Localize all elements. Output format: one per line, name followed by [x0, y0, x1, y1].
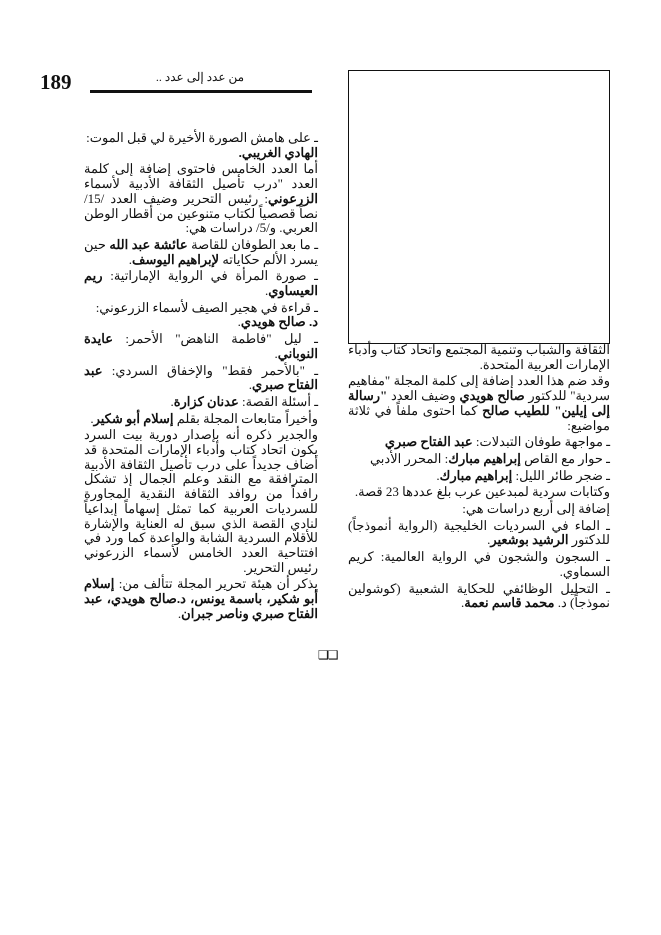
paragraph: وقد ضم هذا العدد إضافة إلى كلمة المجلة "مفاهيم سردية" للدكتور صالح هويدي وضيف العدد "رسالة إلى إيلين" للطيب صالح كما احتوى ملفاً في ثلاثة مواضيع:	[348, 373, 610, 433]
paragraph: وكتابات سردية لمبدعين عرب بلغ عددها 23 قصة.	[354, 484, 610, 500]
paragraph: يذكر أن هيئة تحرير المجلة تتألف من: إسلام أبو شكير، باسمة يونس، د.صالح هويدي، عبد الفتاح صبري وناصر جبران.	[84, 576, 318, 621]
paragraph: أما العدد الخامس فاحتوى إضافة إلى كلمة العدد "درب تأصيل الثقافة الأدبية لأسماء الزرعوني: رئيس التحرير وضيف العدد /15/ نصاً قصصياً لكتاب متنوعين من أقطار الوطن العربي. و/5/ دراسات هي:	[84, 161, 318, 236]
list-item: ـ الماء في السرديات الخليجية (الرواية أنموذجاً) للدكتور الرشيد بوشعير.	[348, 517, 610, 548]
list-item: ـ مواجهة طوفان التبدلات: عبد الفتاح صبري	[384, 434, 610, 450]
image-placeholder-frame	[348, 70, 610, 344]
header-rule	[90, 90, 312, 93]
list-item: ـ حوار مع القاص إبراهيم مبارك: المحرر الأدبي	[369, 450, 610, 466]
paragraph: الثقافة والشباب وتنمية المجتمع واتحاد كتاب وأدباء الإمارات العربية المتحدة.	[348, 342, 610, 372]
paragraph: والجدير ذكره أنه بإصدار دورية بيت السرد يكون اتحاد كتاب وأدباء الإمارات المتحدة قد أضاف جديداً على درب تأصيل الثقافة الأدبية المترافقة مع النقد وعلم الجمال إذ تشكل رافداً من روافد الثقافة النقدية المجاورة للسرديات العربية كما تمثل إسهاماً إبداعياً لنادي القصة الذي سبق له العناية والإشارة للأقلام السردية الشابة والواعدة كما ورد في افتتاحية العدد الخامس لأسماء الزرعوني رئيس التحرير.	[84, 427, 318, 575]
paragraph: وأخيراً متابعات المجلة بقلم إسلام أبو شكير.	[90, 410, 318, 426]
author-name: الهادي الغريبي.	[238, 144, 318, 160]
list-item: ـ صورة المرأة في الرواية الإماراتية: ريم العيساوي.	[84, 268, 318, 299]
running-title: من عدد إلى عدد ..	[155, 70, 245, 84]
page-number: 189	[40, 70, 72, 94]
list-item: ـ "بالأحمر فقط" والإخفاق السردي: عبد الفتاح صبري.	[84, 362, 318, 393]
list-item: ـ ما بعد الطوفان للقاصة عائشة عبد الله حين يسرد الألم حكاياته لإبراهيم اليوسف.	[84, 236, 319, 267]
list-item: ـ ضجر طائر الليل: إبراهيم مبارك.	[436, 467, 610, 483]
list-item: ـ ليل "فاطمة الناهض" الأحمر: عايدة النوباني.	[84, 331, 318, 361]
paragraph: إضافة إلى أربع دراسات هي:	[462, 501, 610, 517]
list-item: ـ أسئلة القصة: عدنان كزارة.	[170, 393, 318, 409]
list-item: ـ قراءة في هجير الصيف لأسماء الزرعوني: د. صالح هويدي.	[95, 299, 318, 330]
end-of-article-marks: ❑❑	[318, 648, 338, 662]
right-column	[348, 343, 610, 613]
list-item: ـ التحليل الوظائفي للحكاية الشعبية (كوشولين نموذجاً) د. محمد قاسم نعمة.	[348, 580, 610, 611]
left-column	[84, 131, 318, 624]
list-item: ـ على هامش الصورة الأخيرة لي قبل الموت: الهادي الغريبي.	[86, 130, 318, 160]
list-item: ـ السجون والشجون في الرواية العالمية: كريم السماوي.	[348, 549, 610, 579]
